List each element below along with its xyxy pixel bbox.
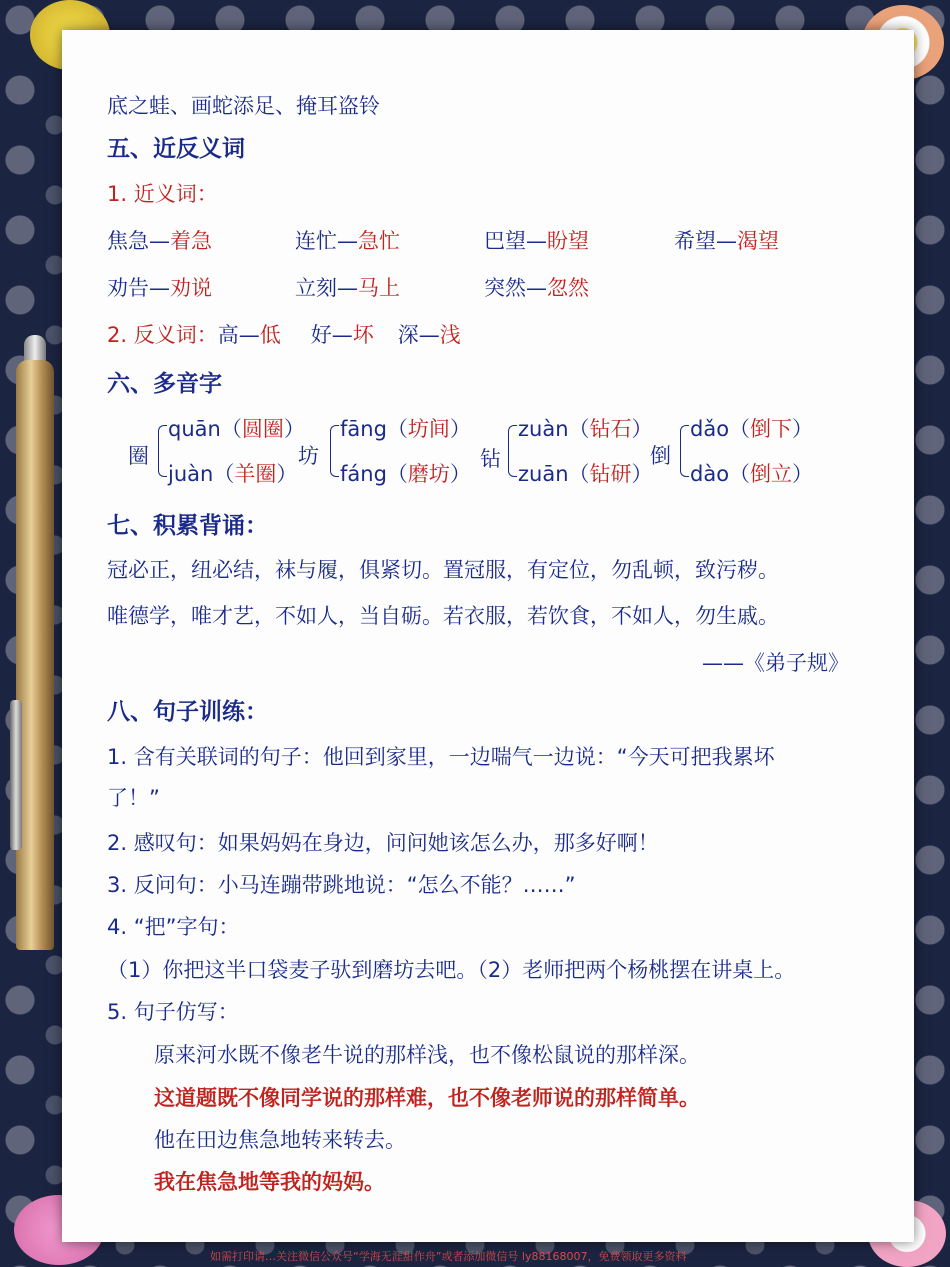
recitation-line: 唯德学，唯才艺，不如人，当自砺。若衣服，若饮食，不如人，勿生戚。 (107, 604, 779, 628)
synonym-answer: 劝说 (170, 276, 212, 300)
brace (680, 425, 689, 477)
pinyin: fáng (340, 462, 387, 486)
reading-row: dào（倒立） (690, 462, 814, 486)
antonym-word: 深— (397, 323, 440, 347)
sentence-item-1: 1. 含有关联词的句子：他回到家里，一边喘气一边说：“今天可把我累坏 (107, 745, 775, 769)
section8-title: 八、句子训练： (107, 699, 268, 725)
reading-row: zuàn（钻石） (518, 417, 653, 441)
word: 磨坊 (407, 462, 450, 486)
synonyms-label: 1. 近义词： (107, 182, 218, 206)
synonym-answer: 着急 (170, 229, 212, 253)
synonym-pair (295, 225, 400, 255)
word: 钻研 (589, 462, 632, 486)
pen-clip (10, 700, 22, 850)
polyphone-char: 钻 (480, 447, 501, 471)
sentence-item-5: 5. 句子仿写： (107, 1000, 239, 1024)
section6-title: 六、多音字 (107, 371, 222, 397)
sentence-item-4-sub: （1）你把这半口袋麦子驮到磨坊去吧。（2）老师把两个杨桃摆在讲桌上。 (107, 958, 796, 982)
word: 倒立 (750, 462, 793, 486)
polyphone-char: 倒 (650, 444, 671, 468)
brace (330, 425, 339, 477)
pinyin: zuān (518, 462, 569, 486)
section5-title: 五、近反义词 (107, 136, 245, 162)
pinyin: zuàn (518, 417, 569, 441)
synonym-pair (107, 272, 212, 302)
imitation-answer: 我在焦急地等我的妈妈。 (154, 1170, 385, 1194)
watermark-text: 如需打印请…关注微信公众号“学海无涯甜作舟”或者添加微信号 ly88168007，免费领取更多资料 (210, 1250, 687, 1263)
synonym-answer: 盼望 (547, 229, 589, 253)
polyphone-char: 坊 (298, 444, 319, 468)
pinyin: dào (690, 462, 730, 486)
brace (158, 425, 167, 477)
imitation-sentence: 他在田边焦急地转来转去。 (154, 1128, 406, 1152)
reading-row: fāng（坊间） (340, 417, 471, 441)
synonym-word: 焦急— (107, 229, 170, 253)
synonym-word: 希望— (674, 229, 737, 253)
sentence-item-1-cont: 了！” (107, 786, 160, 810)
imitation-answer: 这道题既不像同学说的那样难，也不像老师说的那样简单。 (154, 1086, 700, 1110)
pinyin: dǎo (690, 417, 730, 441)
synonym-pair (295, 272, 400, 302)
word: 钻石 (589, 417, 632, 441)
sentence-item-3: 3. 反问句：小马连蹦带跳地说：“怎么不能？……” (107, 873, 576, 897)
antonym-answer: 坏 (352, 323, 374, 347)
gold-pen (16, 360, 54, 950)
antonyms-row (107, 319, 461, 349)
synonym-word: 劝告— (107, 276, 170, 300)
antonym-answer: 浅 (439, 323, 461, 347)
antonyms-label: 2. 反义词： (107, 323, 218, 347)
word: 羊圈 (234, 462, 277, 486)
reading-row: quān（圆圈） (168, 417, 305, 441)
reading-row: zuān（钻研） (518, 462, 653, 486)
sentence-item-4: 4. “把”字句： (107, 915, 240, 939)
recitation-line: 冠必正，纽必结，袜与履，俱紧切。置冠服，有定位，勿乱顿，致污秽。 (107, 558, 779, 582)
reading-row: dǎo（倒下） (690, 417, 814, 441)
worksheet-paper (62, 30, 914, 1242)
imitation-sentence: 原来河水既不像老牛说的那样浅，也不像松鼠说的那样深。 (154, 1043, 700, 1067)
synonym-pair (674, 225, 779, 255)
sentence-item-2: 2. 感叹句：如果妈妈在身边，问问她该怎么办，那多好啊！ (107, 831, 659, 855)
word: 圆圈 (241, 417, 284, 441)
polyphone-char: 圈 (128, 444, 149, 468)
synonym-word: 连忙— (295, 229, 358, 253)
reading-row: juàn（羊圈） (168, 462, 298, 486)
antonym-word: 好— (310, 323, 353, 347)
synonym-answer: 急忙 (358, 229, 400, 253)
synonym-word: 巴望— (484, 229, 547, 253)
reading-row: fáng（磨坊） (340, 462, 471, 486)
antonym-answer: 低 (259, 323, 281, 347)
synonym-pair (107, 225, 212, 255)
pinyin: fāng (340, 417, 387, 441)
synonym-answer: 忽然 (547, 276, 589, 300)
antonym-word: 高— (217, 323, 260, 347)
word: 坊间 (407, 417, 450, 441)
synonym-answer: 渴望 (737, 229, 779, 253)
pinyin: quān (168, 417, 221, 441)
pinyin: juàn (168, 462, 214, 486)
synonym-word: 突然— (484, 276, 547, 300)
word: 倒下 (750, 417, 793, 441)
recitation-source: ——《弟子规》 (702, 651, 849, 675)
intro-line: 底之蛙、画蛇添足、掩耳盗铃 (107, 94, 380, 118)
brace (508, 425, 517, 477)
synonym-word: 立刻— (295, 276, 358, 300)
synonym-answer: 马上 (358, 276, 400, 300)
synonym-pair (484, 272, 589, 302)
section7-title: 七、积累背诵： (107, 513, 268, 539)
synonym-pair (484, 225, 589, 255)
